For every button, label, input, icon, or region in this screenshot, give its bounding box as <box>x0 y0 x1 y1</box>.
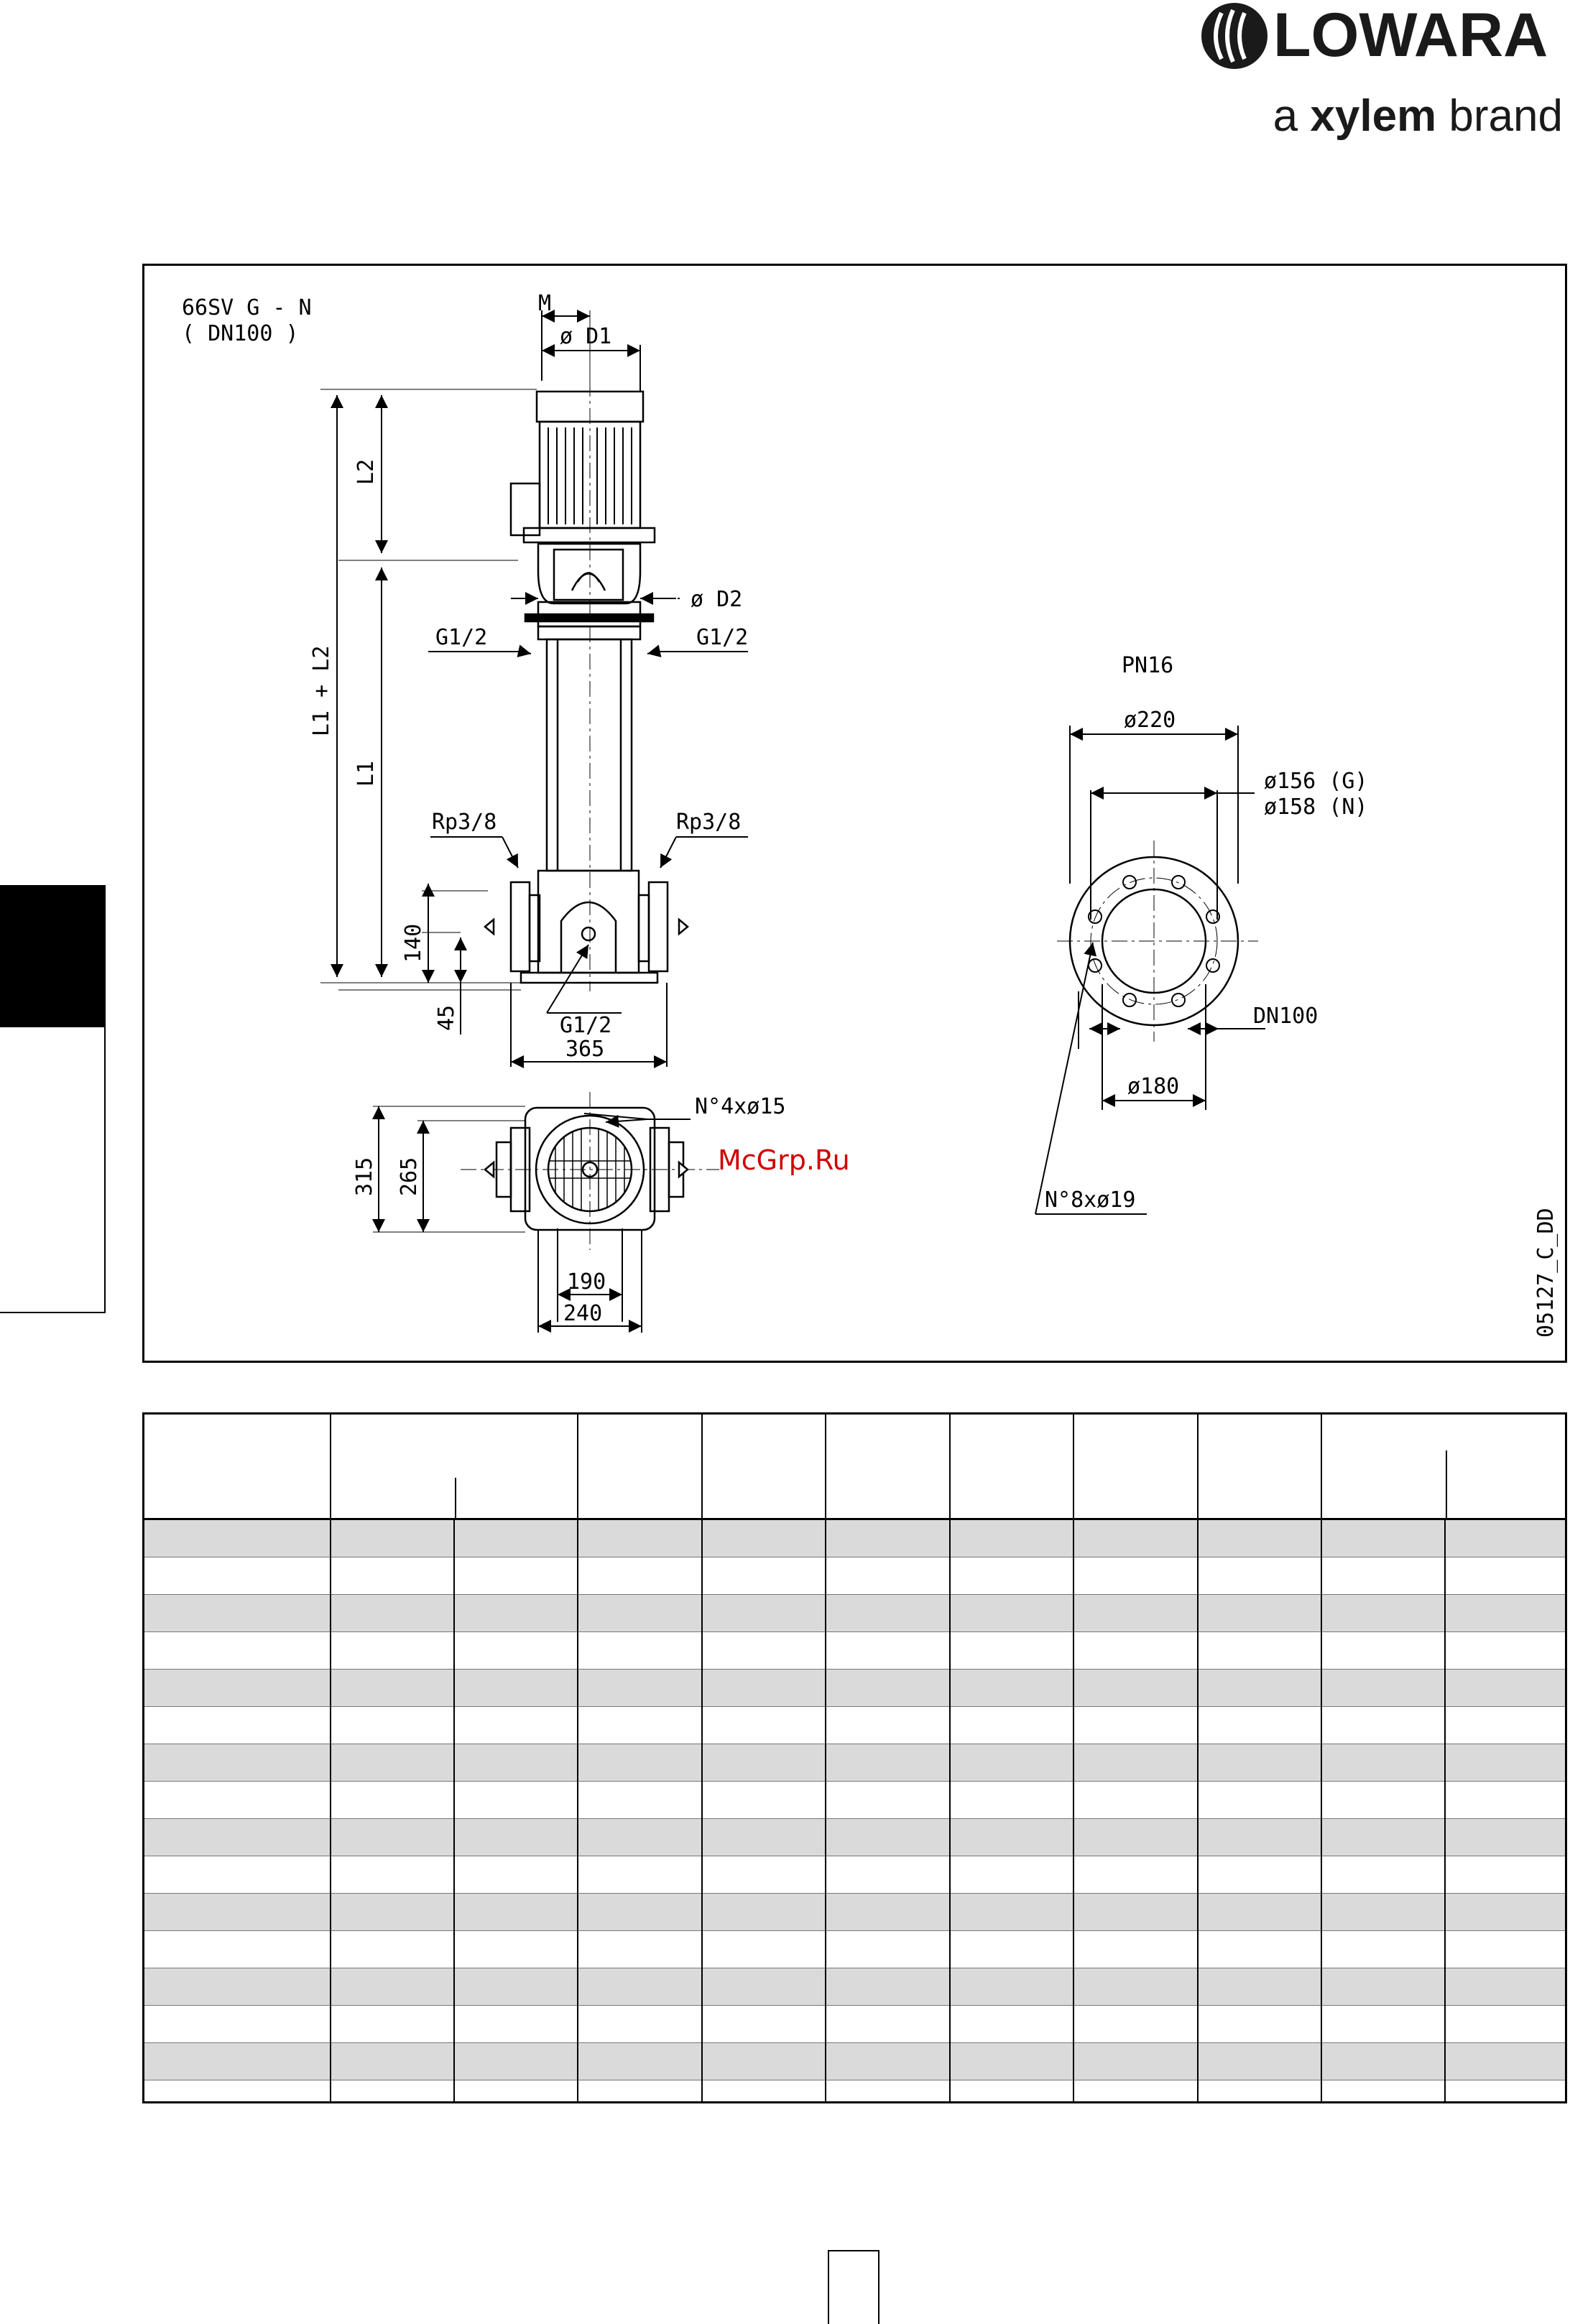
table-cell <box>331 1520 454 1557</box>
table-cell <box>950 1894 1073 1931</box>
dim-240: 240 <box>563 1301 603 1326</box>
table-cell <box>1445 1931 1565 1968</box>
table-cell <box>454 2080 578 2104</box>
table-cell <box>1073 2080 1197 2104</box>
table-cell <box>826 2043 949 2080</box>
connection-size: ( DN100 ) <box>182 321 299 346</box>
table-cell <box>454 1819 578 1856</box>
table-cell <box>1445 1894 1565 1931</box>
table-cell <box>144 1782 331 1819</box>
table-cell <box>144 1856 331 1894</box>
table-header-cell <box>950 1415 1073 1519</box>
dim-265: 265 <box>397 1157 422 1196</box>
table-cell <box>1321 2043 1445 2080</box>
table-cell <box>331 1782 454 1819</box>
table-cell <box>1198 1744 1321 1782</box>
table-cell <box>454 1744 578 1782</box>
table-cell <box>144 2080 331 2104</box>
table-cell <box>1445 1520 1565 1557</box>
table-cell <box>1321 1557 1445 1595</box>
table-cell <box>1198 1595 1321 1632</box>
table-cell <box>578 1670 701 1707</box>
table-cell <box>454 1557 578 1595</box>
dim-l1: L1 <box>354 760 379 787</box>
table-cell <box>1445 1595 1565 1632</box>
table-cell <box>702 1782 826 1819</box>
table-cell <box>144 1707 331 1744</box>
table-cell <box>331 2006 454 2043</box>
table-cell <box>1321 1670 1445 1707</box>
table-cell <box>950 2043 1073 2080</box>
table-cell <box>950 1819 1073 1856</box>
drain-port: G1/2 <box>560 1013 612 1038</box>
table-cell <box>144 1968 331 2006</box>
table-cell <box>702 1520 826 1557</box>
table-cell <box>1445 2043 1565 2080</box>
table-cell <box>950 1968 1073 2006</box>
dim-l1-l2: L1 + L2 <box>309 645 334 736</box>
table-cell <box>702 1856 826 1894</box>
table-cell <box>1073 1819 1197 1856</box>
table-cell <box>1321 2006 1445 2043</box>
table-cell <box>1445 2080 1565 2104</box>
table-cell <box>331 1819 454 1856</box>
table-cell <box>950 1782 1073 1819</box>
table-cell <box>144 1819 331 1856</box>
table-cell <box>331 2043 454 2080</box>
table-cell <box>950 1632 1073 1670</box>
table-cell <box>702 1595 826 1632</box>
table-cell <box>1198 2006 1321 2043</box>
table-cell <box>144 1931 331 1968</box>
table-cell <box>1445 1707 1565 1744</box>
table-row <box>144 1520 1565 1557</box>
flange-dimensions <box>1035 726 1265 1214</box>
table-cell <box>1073 1670 1197 1707</box>
table-cell <box>1198 1856 1321 1894</box>
table-cell <box>1445 1670 1565 1707</box>
table-row <box>144 1707 1565 1744</box>
table-cell <box>454 1968 578 2006</box>
table-cell <box>1321 1894 1445 1931</box>
flange-holes: N°8xø19 <box>1045 1188 1136 1213</box>
table-cell <box>950 1520 1073 1557</box>
pressure-rating: PN16 <box>1122 653 1174 678</box>
table-cell <box>702 1670 826 1707</box>
table-row <box>144 1819 1565 1856</box>
table-row <box>144 1856 1565 1894</box>
table-cell <box>1445 1819 1565 1856</box>
table-cell <box>1445 1632 1565 1670</box>
table-cell <box>454 1707 578 1744</box>
table-cell <box>826 1520 949 1557</box>
table-cell <box>144 1894 331 1931</box>
table-cell <box>1445 1782 1565 1819</box>
table-body <box>144 1520 1565 2103</box>
table-cell <box>826 1856 949 1894</box>
table-cell <box>454 1632 578 1670</box>
table-row <box>144 1632 1565 1670</box>
table-cell <box>1073 1632 1197 1670</box>
table-cell <box>578 1707 701 1744</box>
table-cell <box>1321 1782 1445 1819</box>
table-cell <box>826 1782 949 1819</box>
table-cell <box>331 2080 454 2104</box>
table-cell <box>1073 1968 1197 2006</box>
flange-nominal: DN100 <box>1253 1004 1319 1029</box>
table-cell <box>702 1968 826 2006</box>
table-cell <box>454 1856 578 1894</box>
table-cell <box>454 1782 578 1819</box>
section-tab-line <box>0 1312 106 1313</box>
table-cell <box>1198 1557 1321 1595</box>
table-cell <box>950 2006 1073 2043</box>
flange-outer-dia: ø220 <box>1124 708 1176 733</box>
table-cell <box>826 1557 949 1595</box>
table-cell <box>1198 1670 1321 1707</box>
dim-190: 190 <box>567 1269 606 1295</box>
table-row <box>144 1968 1565 2006</box>
table-header-cell <box>1321 1415 1565 1519</box>
dim-315: 315 <box>352 1157 377 1196</box>
table-cell <box>1198 1707 1321 1744</box>
table-cell <box>826 1595 949 1632</box>
gauge-port-right: G1/2 <box>696 625 749 650</box>
table-cell <box>702 1894 826 1931</box>
table-header-cell <box>331 1415 578 1519</box>
pump-front-view <box>485 381 688 991</box>
table-header-cell <box>1198 1415 1321 1519</box>
table-cell <box>826 1894 949 1931</box>
table-cell <box>1073 2043 1197 2080</box>
table-cell <box>702 2080 826 2104</box>
table-cell <box>454 2043 578 2080</box>
table-cell <box>1445 2006 1565 2043</box>
table-cell <box>331 1707 454 1744</box>
table-row <box>144 1894 1565 1931</box>
table-cell <box>331 1670 454 1707</box>
table-row <box>144 1557 1565 1595</box>
table-cell <box>950 1557 1073 1595</box>
table-cell <box>950 1856 1073 1894</box>
flange-view <box>1057 841 1258 1042</box>
table-cell <box>702 1707 826 1744</box>
table-cell <box>702 1819 826 1856</box>
table-cell <box>1445 1744 1565 1782</box>
table-cell <box>950 1595 1073 1632</box>
vent-port-left: Rp3/8 <box>432 810 497 835</box>
table-cell <box>950 1670 1073 1707</box>
dim-d1: ø D1 <box>560 324 612 349</box>
raised-face-dia: ø180 <box>1127 1074 1180 1099</box>
table-cell <box>826 2006 949 2043</box>
table-cell <box>950 1931 1073 1968</box>
table-header-cell <box>578 1415 701 1519</box>
dim-365: 365 <box>565 1037 605 1062</box>
table-cell <box>826 1707 949 1744</box>
table-cell <box>826 1632 949 1670</box>
table-cell <box>1073 1931 1197 1968</box>
bolt-circle-n: ø158 (N) <box>1264 795 1368 820</box>
table-cell <box>826 1744 949 1782</box>
table-cell <box>578 1557 701 1595</box>
table-cell <box>1198 1819 1321 1856</box>
table-cell <box>826 1670 949 1707</box>
table-cell <box>1073 1595 1197 1632</box>
table-cell <box>331 1931 454 1968</box>
table-cell <box>331 1557 454 1595</box>
table-header-row <box>144 1415 1565 1519</box>
table-cell <box>1198 2043 1321 2080</box>
table-cell <box>331 1595 454 1632</box>
section-tab-line <box>104 1027 106 1313</box>
table-cell <box>1073 1707 1197 1744</box>
table-cell <box>578 1931 701 1968</box>
pump-top-view <box>461 1092 719 1250</box>
table-cell <box>1321 2080 1445 2104</box>
table-cell <box>578 2080 701 2104</box>
table-cell <box>1321 1595 1445 1632</box>
model-title: 66SV G - N <box>182 295 312 320</box>
brand-name: LOWARA <box>1273 1 1548 70</box>
lowara-drop-icon <box>1201 3 1267 69</box>
table-cell <box>1445 1968 1565 2006</box>
dimensions-table <box>142 1412 1567 2103</box>
bolt-circle-g: ø156 (G) <box>1264 769 1368 794</box>
table-cell <box>1321 1707 1445 1744</box>
table-cell <box>1321 1931 1445 1968</box>
table-cell <box>578 1632 701 1670</box>
table-cell <box>1445 1557 1565 1595</box>
table-row <box>144 1595 1565 1632</box>
base-holes: N°4xø15 <box>695 1094 786 1119</box>
table-cell <box>1198 2080 1321 2104</box>
table-cell <box>144 1595 331 1632</box>
table-cell <box>331 1894 454 1931</box>
table-cell <box>144 1670 331 1707</box>
table-header-cell <box>1073 1415 1197 1519</box>
dim-140: 140 <box>401 923 426 963</box>
dim-45: 45 <box>434 1004 459 1031</box>
table-cell <box>454 1894 578 1931</box>
table-cell <box>826 1968 949 2006</box>
top-view-dimensions <box>373 1106 691 1333</box>
table-cell <box>1321 1520 1445 1557</box>
table-cell <box>1073 1520 1197 1557</box>
table-cell <box>144 2043 331 2080</box>
table-cell <box>454 1595 578 1632</box>
table-cell <box>1198 1782 1321 1819</box>
table-cell <box>826 1931 949 1968</box>
table-cell <box>454 1931 578 1968</box>
dim-d2: ø D2 <box>691 587 743 612</box>
table-cell <box>578 1894 701 1931</box>
brand-tagline: a xylem brand <box>1273 91 1563 141</box>
table-cell <box>1073 2006 1197 2043</box>
table-cell <box>950 1744 1073 1782</box>
table-cell <box>1073 1744 1197 1782</box>
table-cell <box>331 1744 454 1782</box>
table-cell <box>144 1557 331 1595</box>
table-cell <box>578 1744 701 1782</box>
table-cell <box>144 2006 331 2043</box>
table-cell <box>578 1782 701 1819</box>
table-cell <box>1073 1894 1197 1931</box>
table-cell <box>826 2080 949 2104</box>
table-cell <box>144 1744 331 1782</box>
table-row <box>144 1670 1565 1707</box>
table-cell <box>578 1968 701 2006</box>
table-header-cell <box>144 1415 331 1519</box>
table-cell <box>1073 1856 1197 1894</box>
table-cell <box>578 1520 701 1557</box>
table-cell <box>702 2043 826 2080</box>
vent-port-right: Rp3/8 <box>676 810 742 835</box>
table-cell <box>1321 1856 1445 1894</box>
section-tab <box>0 885 106 1027</box>
dimension-drawing <box>142 264 1567 1363</box>
table-cell <box>578 2043 701 2080</box>
table-cell <box>702 1557 826 1595</box>
table-cell <box>331 1632 454 1670</box>
table-row <box>144 2043 1565 2080</box>
table-row <box>144 2006 1565 2043</box>
gauge-port-left: G1/2 <box>435 625 488 650</box>
table-cell <box>454 1520 578 1557</box>
table-cell <box>578 1595 701 1632</box>
dim-m: M <box>538 291 552 316</box>
table-cell <box>144 1520 331 1557</box>
table-cell <box>1198 1968 1321 2006</box>
watermark: McGrp.Ru <box>718 1144 850 1176</box>
table-cell <box>702 2006 826 2043</box>
table-cell <box>1073 1782 1197 1819</box>
dim-l2: L2 <box>354 458 379 485</box>
table-cell <box>1198 1894 1321 1931</box>
table-cell <box>144 1632 331 1670</box>
table-cell <box>1321 1744 1445 1782</box>
table-cell <box>1198 1632 1321 1670</box>
table-cell <box>1198 1931 1321 1968</box>
table-header-cell <box>702 1415 826 1519</box>
table-header-cell <box>826 1415 949 1519</box>
table-cell <box>1073 1557 1197 1595</box>
table-row <box>144 2080 1565 2104</box>
table-cell <box>454 2006 578 2043</box>
table-cell <box>1321 1632 1445 1670</box>
table-cell <box>950 1707 1073 1744</box>
table-cell <box>826 1819 949 1856</box>
table-cell <box>1321 1968 1445 2006</box>
table-row <box>144 1744 1565 1782</box>
table-cell <box>331 1968 454 2006</box>
table-cell <box>331 1856 454 1894</box>
table-cell <box>578 1856 701 1894</box>
table-row <box>144 1782 1565 1819</box>
table-cell <box>1445 1856 1565 1894</box>
table-row <box>144 1931 1565 1968</box>
table-cell <box>702 1744 826 1782</box>
table-cell <box>950 2080 1073 2104</box>
table-cell <box>578 2006 701 2043</box>
table-cell <box>702 1632 826 1670</box>
table-cell <box>702 1931 826 1968</box>
table-cell <box>578 1819 701 1856</box>
lowara-logo <box>1193 0 1566 144</box>
front-view-dimensions <box>320 310 748 1067</box>
page-number-box <box>828 2250 879 2324</box>
drawing-code: 05127_C_DD <box>1533 1208 1559 1338</box>
table-cell <box>1321 1819 1445 1856</box>
table-cell <box>1198 1520 1321 1557</box>
table-cell <box>454 1670 578 1707</box>
